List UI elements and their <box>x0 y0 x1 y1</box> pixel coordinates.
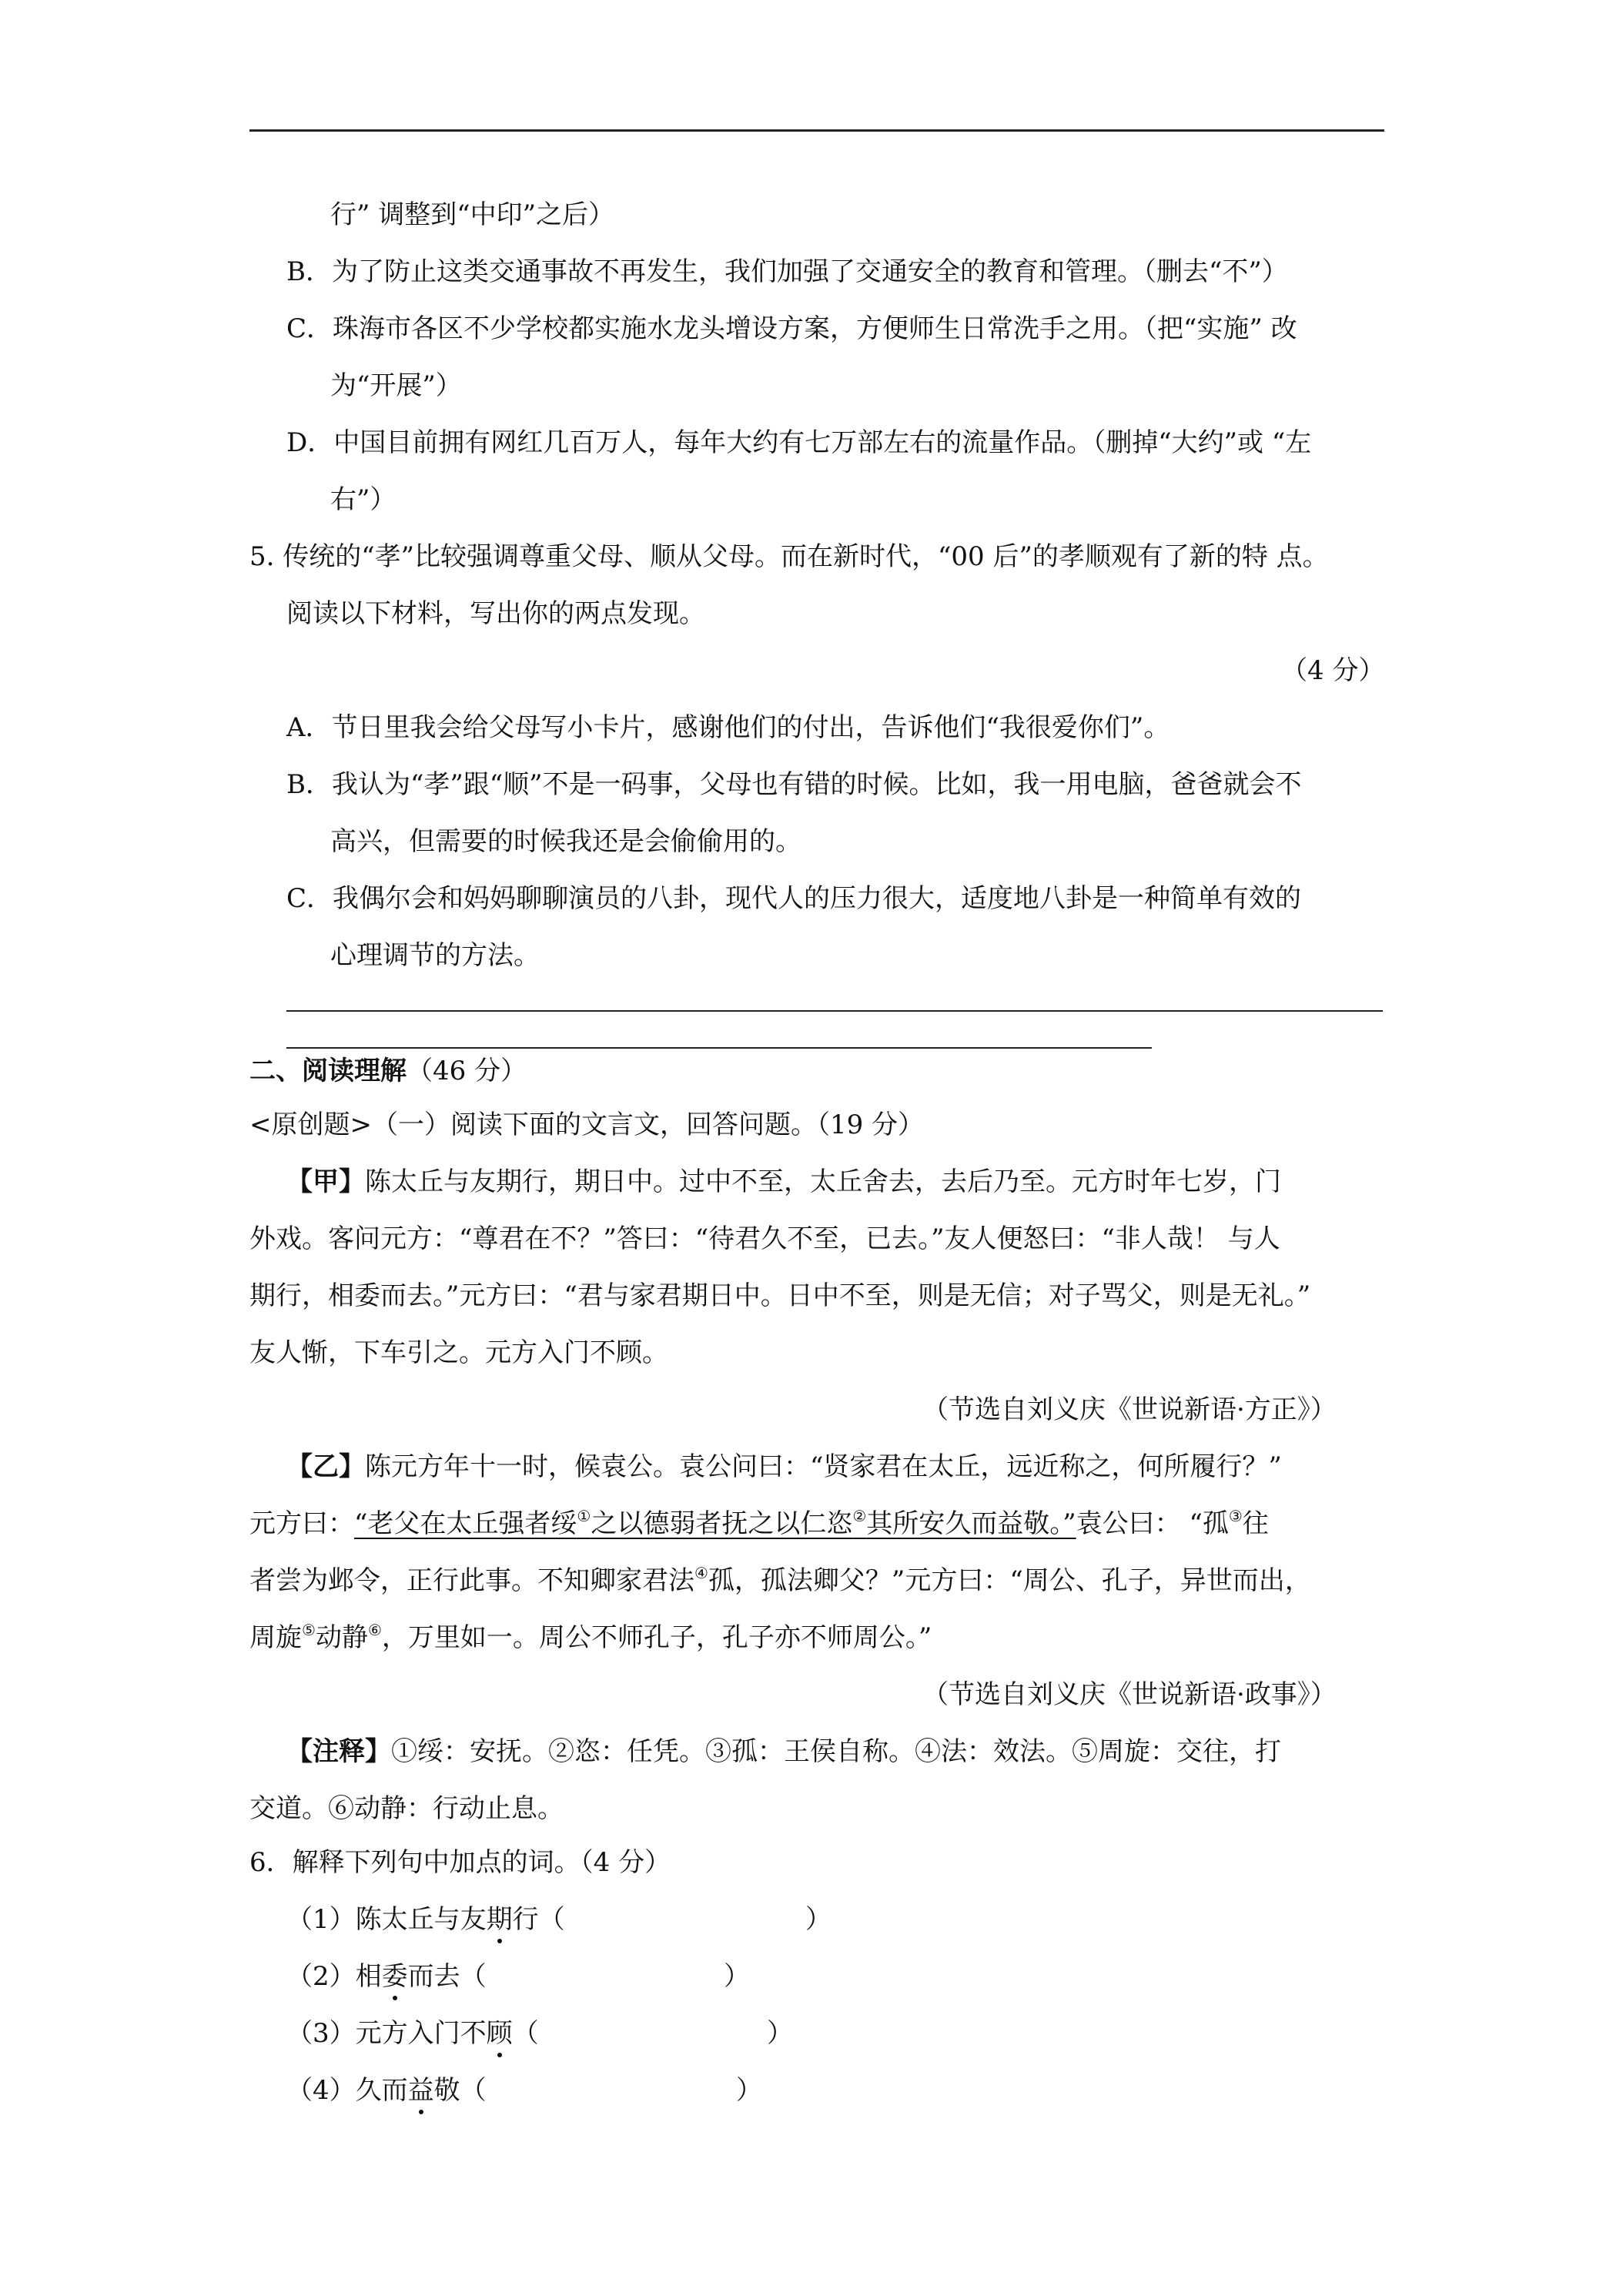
q6-item-2-post: 而去（ <box>407 1961 487 1992</box>
q6-item-1-dotted-word: 期 <box>486 1904 513 1935</box>
notes-mark: 【注释】 <box>286 1736 391 1767</box>
q6-item-1-close: ） <box>805 1904 832 1935</box>
note-ref-6: ⑥ <box>367 1620 382 1639</box>
passage-jia-mark: 【甲】 <box>286 1166 365 1197</box>
q6-item-2-close: ） <box>724 1961 750 1992</box>
passage-yi-text2-post: 袁公曰： “孤 <box>1076 1508 1229 1539</box>
q5-material-c-line2: 心理调节的方法。 <box>330 940 540 971</box>
passage-yi-source: （节选自刘义庆《世说新语·政事》） <box>922 1679 1337 1710</box>
q5-material-c-line1: C．我偶尔会和妈妈聊聊演员的八卦，现代人的压力很大，适度地八卦是一种简单有效的 <box>286 883 1302 914</box>
underlined-part3: 其所安久而益敬。” <box>866 1508 1076 1539</box>
q6-item-4-dotted-word: 益 <box>407 2075 434 2106</box>
q6-item-2-dotted-word: 委 <box>381 1961 408 1992</box>
underlined-sentence <box>354 1508 1076 1539</box>
q6-item-4-pre: （4）久而 <box>286 2075 408 2106</box>
q6-item-4 <box>286 2074 487 2107</box>
note-ref-4: ④ <box>694 1563 708 1582</box>
q4-option-a-cont: 行” 调整到“中印”之后） <box>330 199 614 230</box>
q6-item-3 <box>286 2017 539 2050</box>
passage-yi-mark: 【乙】 <box>286 1451 365 1482</box>
section2-title-text: 二、阅读理解 <box>249 1056 407 1086</box>
passage-yi-line3 <box>249 1565 1311 1597</box>
section2-intro: <原创题>（一）阅读下面的文言文，回答问题。（19 分） <box>249 1110 925 1140</box>
section2-score: （46 分） <box>407 1056 527 1086</box>
passage-yi-line1 <box>286 1451 1282 1483</box>
passage-yi-line4 <box>249 1622 932 1654</box>
passage-yi-text1: 陈元方年十一时，候袁公。袁公问曰：“贤家君在太丘，远近称之，何所履行？” <box>365 1451 1282 1482</box>
passage-jia-line1 <box>286 1166 1281 1198</box>
q5-material-b-line1: B．我认为“孝”跟“顺”不是一码事，父母也有错的时候。比如，我一用电脑，爸爸就会不 <box>286 769 1302 800</box>
passage-yi-text4-b: 动静 <box>315 1622 368 1653</box>
q4-option-c-line1: C．珠海市各区不少学校都实施水龙头增设方案，方便师生日常洗手之用。（把“实施” 改 <box>286 313 1297 344</box>
passage-yi-text2-end: 往 <box>1242 1508 1269 1539</box>
section2-title <box>249 1055 527 1087</box>
note-ref-1: ① <box>577 1506 591 1525</box>
q6-item-3-close: ） <box>767 2018 793 2049</box>
q6-item-4-post: 敬（ <box>433 2075 487 2106</box>
q4-option-d-line2: 右”） <box>330 484 397 515</box>
q6-item-1-pre: （1）陈太丘与友 <box>286 1904 487 1935</box>
passage-yi-text3-post: 孤，孤法卿父？”元方曰：“周公、孔子，异世而出， <box>708 1565 1311 1596</box>
passage-jia-source: （节选自刘义庆《世说新语·方正》） <box>922 1394 1337 1425</box>
q5-material-b-line2: 高兴，但需要的时候我还是会偷偷用的。 <box>330 826 801 857</box>
underlined-part1: “老父在太丘强者绥 <box>354 1508 577 1539</box>
q6-stem: 6．解释下列句中加点的词。（4 分） <box>249 1847 671 1878</box>
passage-jia-text1: 陈太丘与友期行，期日中。过中不至，太丘舍去，去后乃至。元方时年七岁，门 <box>365 1166 1281 1197</box>
notes-text1: ①绥：安抚。②恣：任凭。③孤：王侯自称。④法：效法。⑤周旋：交往，打 <box>391 1736 1281 1767</box>
q4-option-b: B．为了防止这类交通事故不再发生，我们加强了交通安全的教育和管理。（删去“不”） <box>286 256 1288 287</box>
passage-yi-text3-pre: 者尝为邺令，正行此事。不知卿家君法 <box>249 1565 694 1596</box>
q5-score: （4 分） <box>1281 655 1385 686</box>
q6-item-3-dotted-word: 顾 <box>486 2018 513 2049</box>
note-ref-5: ⑤ <box>302 1620 316 1639</box>
q6-item-3-post: （ <box>512 2018 539 2049</box>
q5-material-a: A．节日里我会给父母写小卡片，感谢他们的付出，告诉他们“我很爱你们”。 <box>286 712 1170 743</box>
q6-item-3-pre: （3）元方入门不 <box>286 2018 487 2049</box>
passage-yi-line2 <box>249 1508 1269 1540</box>
q4-option-d-line1: D．中国目前拥有网红几百万人，每年大约有七万部左右的流量作品。（删掉“大约”或 “左 <box>286 427 1312 458</box>
passage-yi-text2-pre: 元方曰： <box>249 1508 354 1539</box>
passage-jia-line3: 期行，相委而去。”元方曰：“君与家君期日中。日中不至，则是无信；对子骂父，则是无礼。” <box>249 1280 1311 1311</box>
q6-item-1-post: 行（ <box>512 1904 565 1935</box>
q5-stem-line1: 5. 传统的“孝”比较强调尊重父母、顺从父母。而在新时代，“00 后”的孝顺观有了新的特 点。 <box>249 541 1329 572</box>
underlined-part2: 之以德弱者抚之以仁恣 <box>591 1508 853 1539</box>
answer-line-1[interactable] <box>286 1010 1383 1012</box>
q6-item-2-pre: （2）相 <box>286 1961 382 1992</box>
notes-line2: 交道。⑥动静：行动止息。 <box>249 1793 564 1824</box>
notes-line1 <box>286 1735 1281 1768</box>
passage-jia-line2: 外戏。客问元方：“尊君在不？”答曰：“待君久不至，已去。”友人便怒曰：“非人哉！ 与人 <box>249 1223 1280 1254</box>
passage-yi-text4-a: 周旋 <box>249 1622 302 1653</box>
passage-yi-text4-c: ，万里如一。周公不师孔子，孔子亦不师周公。” <box>381 1622 932 1653</box>
q6-item-4-close: ） <box>736 2075 762 2106</box>
note-ref-3: ③ <box>1228 1506 1243 1525</box>
header-rule <box>249 129 1384 132</box>
q6-item-2 <box>286 1960 487 1993</box>
q4-option-c-line2: 为“开展”） <box>330 370 462 401</box>
answer-line-2[interactable] <box>286 1047 1152 1049</box>
q6-item-1 <box>286 1903 565 1936</box>
note-ref-2: ② <box>852 1506 867 1525</box>
q5-stem-line2: 阅读以下材料，写出你的两点发现。 <box>286 598 705 629</box>
passage-jia-line4: 友人惭，下车引之。元方入门不顾。 <box>249 1337 668 1368</box>
